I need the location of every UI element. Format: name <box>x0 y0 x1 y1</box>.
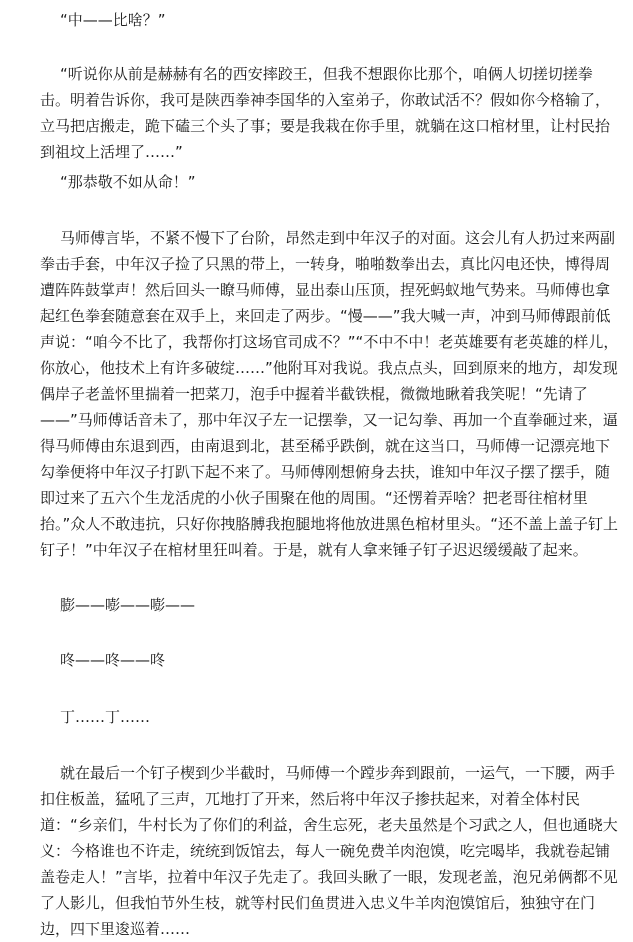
paragraph-ending: 就在最后一个钉子楔到少半截时，马师傅一个蹚步奔到跟前，一运气，一下腰，两手扣住板盖，猛吼了三声，兀地打了开来，然后将中年汉子掺扶起来，对着全体村民道：“乡亲们，牛村长为了你们的利益，舍生忘死，老夫虽然是个习武之人，但也通晓大义：今格谁也不许走，统统到饭馆去，每人一碗免费羊肉泡馍，吃完喝毕，我就卷起铺盖卷走人！”言毕，拉着中年汉子先走了。我回头瞅了一眼，发现老盖，泡兄弟俩都不见了人影儿，但我怕节外生枝，就等村民们鱼贯进入忠义牛羊肉泡馍馆后，独独守在门边，四下里逡巡着…… <box>40 764 618 938</box>
paragraph-challenge: “听说你从前是赫赫有名的西安摔跤王，但我不想跟你比那个，咱俩人切搓切搓拳击。明着告诉你，我可是陕西拳神李国华的入室弟子，你敢试活不？假如你今格输了，立马把店搬走，跪下磕三个头了事；要是我栽在你手里，就躺在这口棺材里，让村民抬到祖坟上活埋了……” <box>40 65 611 161</box>
paragraph-sound-ding: 丁……丁…… <box>60 708 151 726</box>
paragraph-sound-peng: 膨——嘭——嘭—— <box>60 596 196 614</box>
paragraph-accept: “那恭敬不如从命！” <box>60 173 196 191</box>
paragraph-dialogue-question: “中——比啥？” <box>60 11 166 29</box>
paragraph-sound-dong: 咚——咚——咚 <box>60 651 166 669</box>
paragraph-fight: 马师傅言毕，不紧不慢下了台阶，昂然走到中年汉子的对面。这会儿有人扔过来两副拳击手套，中年汉子捡了只黑的带上，一转身，啪啪数拳出去，真比闪电还快，博得周遭阵阵鼓掌声！然后回头一瞭马师傅，显出泰山压顶，捏死蚂蚁地气势来。马师傅也拿起红色拳套随意套在双手上，来回走了两步。“慢——”我大喊一声，冲到马师傅跟前低声说：“咱今不比了，我帮你打这场官司成不？”“不中不中！老英雄要有老英雄的样儿，你放心，他技术上有许多破绽……”他附耳对我说。我点点头，回到原来的地方，却发现偶岸子老盖怀里揣着一把菜刀，泡手中握着半截铁棍，微微地瞅着我笑呢！“先请了——”马师傅话音未了，那中年汉子左一记摆拳，又一记勾拳、再加一个直拳砸过来，逼得马师傅由东退到西，由南退到北，甚至稀乎跌倒，就在这当口，马师傅一记漂亮地下勾拳便将中年汉子打趴下起不来了。马师傅刚想俯身去扶，谁知中年汉子摆了摆手，随即过来了五六个生龙活虎的小伙子围聚在他的周围。“还愣着弄啥？把老哥往棺材里抬。”众人不敢违抗，只好你拽胳膊我抱腿地将他放进黑色棺材里头。“还不盖上盖子钉上钉子！”中年汉子在棺材里狂叫着。于是，就有人拿来锤子钉子迟迟缓缓敲了起来。 <box>40 229 619 559</box>
